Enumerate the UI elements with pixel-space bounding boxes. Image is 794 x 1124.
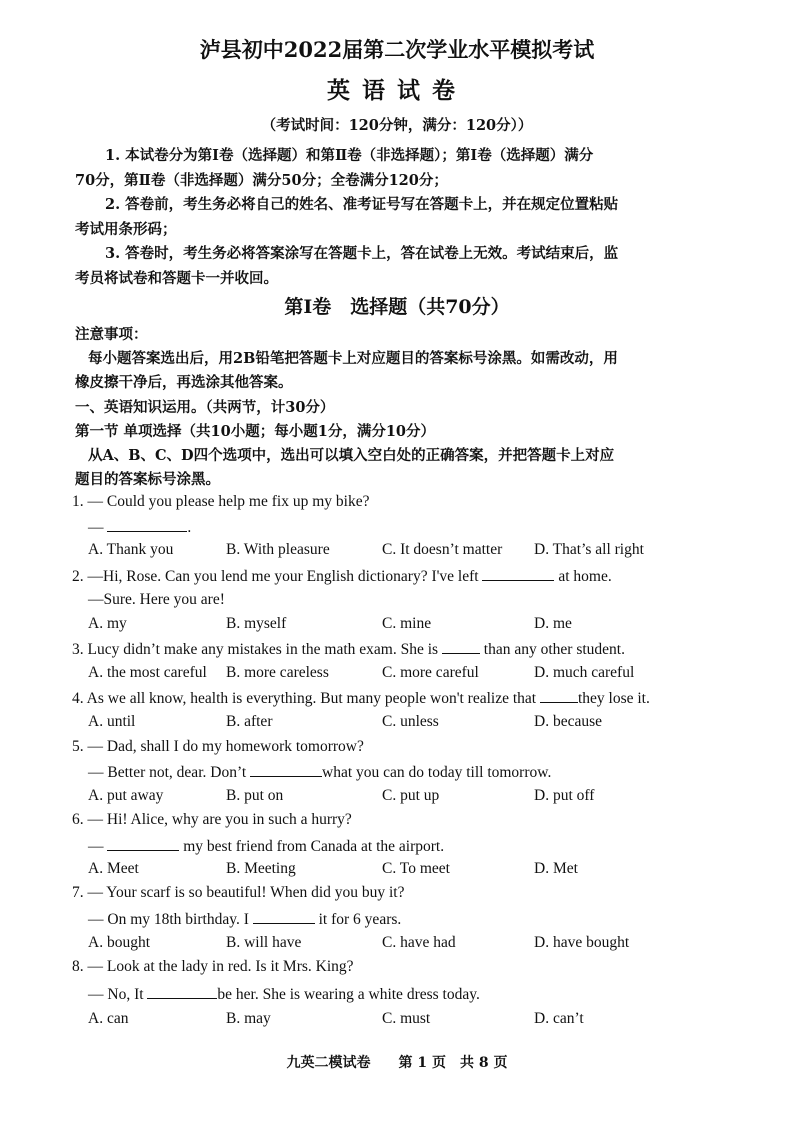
question-3-option-b: B. more careless [226, 664, 329, 681]
question-7-option-a: A. bought [88, 934, 150, 951]
question-4-option-a: A. until [88, 713, 136, 730]
answer-blank [250, 762, 322, 777]
question-8-stem: 8. — Look at the lady in red. Is it Mrs. King? [72, 958, 354, 975]
question-8-option-a: A. can [88, 1010, 129, 1027]
question-7-stem: 7. — Your scarf is so beautiful! When did you buy it? [72, 884, 405, 901]
question-6-option-b: B. Meeting [226, 860, 296, 877]
question-2-option-b: B. myself [226, 615, 287, 632]
part1-description-a: 从A、B、C、D四个选项中，选出可以填入空白处的正确答案，并把答题卡上对应 [88, 447, 615, 464]
question-4-option-b: B. after [226, 713, 273, 730]
question-1-option-a: A. Thank you [88, 541, 174, 558]
question-5-stem: 5. — Dad, shall I do my homework tomorrow? [72, 738, 364, 755]
question-4-option-d: D. because [534, 713, 602, 730]
question-7-reply: — On my 18th birthday. I it for 6 years. [88, 911, 402, 928]
part1-heading: 一、英语知识运用。（共两节，计30分） [75, 399, 335, 416]
question-8-option-b: B. may [226, 1010, 271, 1027]
question-5-option-a: A. put away [88, 787, 164, 804]
question-6-option-d: D. Met [534, 860, 578, 877]
question-1-option-d: D. That’s all right [534, 541, 644, 558]
instruction-3b: 考员将试卷和答题卡一并收回。 [75, 270, 278, 287]
section-title: 第Ⅰ卷 选择题（共70分） [284, 296, 510, 318]
question-5-reply: — Better not, dear. Don’t what you can do today till tomorrow. [88, 764, 552, 781]
question-1-stem: 1. — Could you please help me fix up my bike? [72, 493, 370, 510]
exam-title: 泸县初中2022届第二次学业水平模拟考试 [199, 37, 595, 62]
question-5-option-c: C. put up [382, 787, 440, 804]
notice-label: 注意事项： [75, 326, 148, 343]
question-3-option-a: A. the most careful [88, 664, 207, 681]
question-6-option-c: C. To meet [382, 860, 450, 877]
question-1-option-c: C. It doesn’t matter [382, 541, 503, 558]
question-4-stem: 4. As we all know, health is everything. But many people won't realize that they lose it. [72, 690, 650, 707]
question-3-option-c: C. more careful [382, 664, 479, 681]
exam-subtitle: 英语试卷 [327, 77, 467, 104]
question-7-option-d: D. have bought [534, 934, 630, 951]
notice-text-a: 每小题答案选出后，用2B铅笔把答题卡上对应题目的答案标号涂黑。如需改动，用 [88, 350, 618, 367]
question-2-option-d: D. me [534, 615, 572, 632]
question-8-reply: — No, It be her. She is wearing a white dress today. [88, 986, 480, 1003]
page-footer: 九英二模试卷 第 1 页 共 8 页 [286, 1055, 508, 1071]
question-2-option-c: C. mine [382, 615, 432, 632]
answer-blank [253, 909, 315, 924]
exam-time-note: （考试时间：120分钟，满分：120分）） [261, 117, 533, 134]
question-7-option-c: C. have had [382, 934, 456, 951]
question-3-stem: 3. Lucy didn’t make any mistakes in the math exam. She is than any other student. [72, 641, 625, 658]
answer-blank [442, 639, 480, 654]
instruction-3a: 3. 答卷时，考生务必将答案涂写在答题卡上，答在试卷上无效。考试结束后，监 [105, 245, 619, 262]
notice-text-b: 橡皮擦干净后，再选涂其他答案。 [75, 374, 293, 391]
question-8-option-c: C. must [382, 1010, 431, 1027]
part1-section1-heading: 第一节 单项选择（共10小题；每小题1分，满分10分） [75, 423, 435, 440]
instruction-2a: 2. 答卷前，考生务必将自己的姓名、准考证号写在答题卡上，并在规定位置粘贴 [105, 196, 619, 213]
question-2-reply: —Sure. Here you are! [88, 591, 225, 608]
question-5-option-b: B. put on [226, 787, 284, 804]
question-1-option-b: B. With pleasure [226, 541, 330, 558]
answer-blank [107, 517, 187, 532]
question-6-reply: — my best friend from Canada at the airport. [88, 838, 445, 855]
answer-blank [482, 566, 554, 581]
question-6-stem: 6. — Hi! Alice, why are you in such a hurry? [72, 811, 352, 828]
instruction-2b: 考试用条形码； [75, 221, 177, 238]
answer-blank [147, 984, 217, 999]
question-2-option-a: A. my [88, 615, 127, 632]
question-6-option-a: A. Meet [88, 860, 139, 877]
question-1-reply: — . [88, 519, 192, 536]
part1-description-b: 题目的答案标号涂黑。 [75, 471, 220, 488]
question-5-option-d: D. put off [534, 787, 595, 804]
question-4-option-c: C. unless [382, 713, 439, 730]
question-2-stem: 2. —Hi, Rose. Can you lend me your English dictionary? I've left at home. [72, 568, 612, 585]
instruction-1a: 1. 本试卷分为第Ⅰ卷（选择题）和第Ⅱ卷（非选择题）；第Ⅰ卷（选择题）满分 [105, 147, 594, 164]
answer-blank [107, 836, 179, 851]
question-7-option-b: B. will have [226, 934, 302, 951]
question-3-option-d: D. much careful [534, 664, 635, 681]
question-8-option-d: D. can’t [534, 1010, 584, 1027]
instruction-1b: 70分，第Ⅱ卷（非选择题）满分50分；全卷满分120分； [75, 172, 448, 189]
answer-blank [540, 688, 578, 703]
